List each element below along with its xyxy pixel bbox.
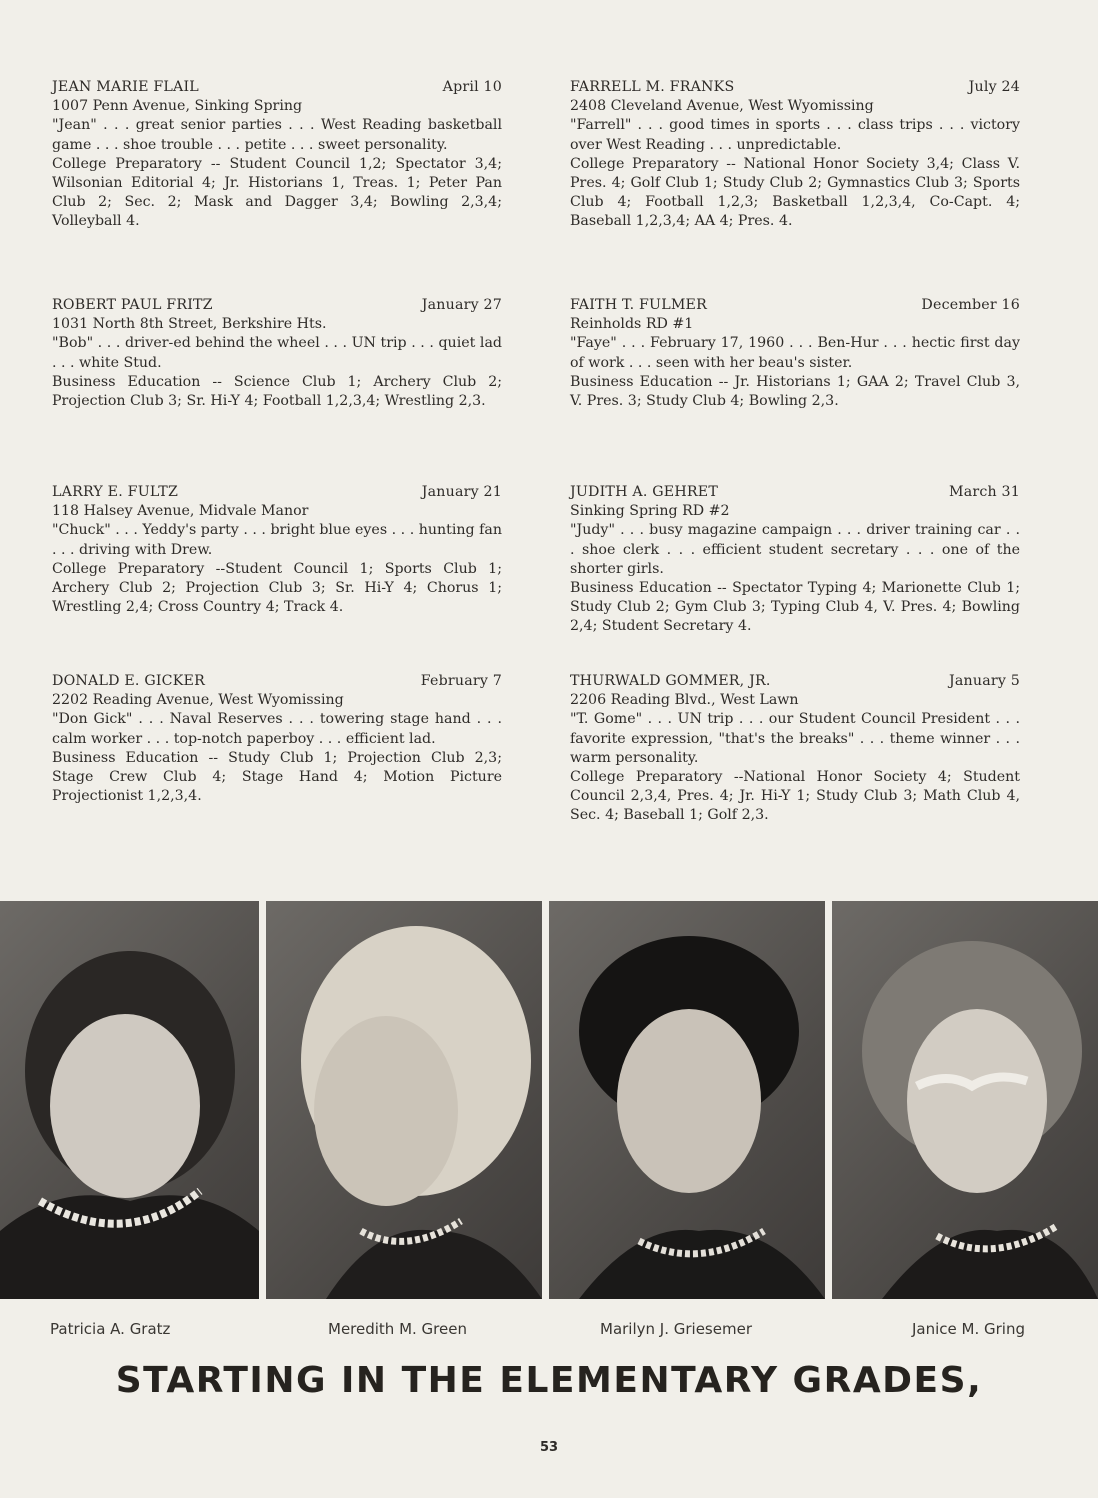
entry-remarks: "Faye" . . . February 17, 1960 . . . Ben-Hur . . . hectic first day of work . . . seen with her beau's sister. bbox=[570, 335, 1020, 371]
entry-remarks: "Judy" . . . busy magazine campaign . . . driver training car . . . shoe clerk . . . efficient student secretary . . . one of the shorter girls. bbox=[570, 522, 1020, 577]
entry-name: ROBERT PAUL FRITZ bbox=[52, 297, 213, 313]
entry-birthdate: December 16 bbox=[921, 297, 1020, 313]
entry-name: THURWALD GOMMER, JR. bbox=[570, 673, 771, 689]
entry-remarks: "Don Gick" . . . Naval Reserves . . . towering stage hand . . . calm worker . . . top-notch paperboy . . . efficient lad. bbox=[52, 711, 502, 747]
entry-name: FAITH T. FULMER bbox=[570, 297, 707, 313]
entry-address: 2206 Reading Blvd., West Lawn bbox=[570, 692, 799, 709]
entry-activities: College Preparatory --National Honor Society 4; Student Council 2,3,4, Pres. 4; Jr. Hi-Y 1; Study Club 3; Math Club 4, Sec. 4; Baseball 1; Golf 2,3. bbox=[570, 769, 1020, 824]
entry-remarks: "Bob" . . . driver-ed behind the wheel . . . UN trip . . . quiet lad . . . white Stud. bbox=[52, 335, 502, 371]
page-headline: STARTING IN THE ELEMENTARY GRADES, bbox=[115, 1360, 983, 1401]
entry-activities: Business Education -- Jr. Historians 1; GAA 2; Travel Club 3, V. Pres. 3; Study Club 4; Bowling 2,3. bbox=[570, 373, 1020, 410]
entry-activities: Business Education -- Science Club 1; Archery Club 2; Projection Club 3; Sr. Hi-Y 4; Football 1,2,3,4; Wrestling 2,3. bbox=[52, 373, 502, 410]
entry-address: Sinking Spring RD #2 bbox=[570, 503, 730, 520]
entry-name: JUDITH A. GEHRET bbox=[570, 484, 718, 500]
entry-gehret bbox=[570, 483, 1020, 637]
entry-fritz bbox=[52, 296, 502, 411]
entry-gicker bbox=[52, 672, 502, 806]
entry-name: DONALD E. GICKER bbox=[52, 673, 205, 689]
portrait-photo bbox=[832, 901, 1098, 1299]
entry-birthdate: July 24 bbox=[968, 79, 1020, 95]
entry-gommer bbox=[570, 672, 1020, 826]
entry-name: FARRELL M. FRANKS bbox=[570, 79, 735, 95]
entry-address: 1007 Penn Avenue, Sinking Spring bbox=[52, 98, 303, 115]
entry-birthdate: February 7 bbox=[420, 673, 502, 689]
entry-address: Reinholds RD #1 bbox=[570, 316, 694, 333]
entry-address: 2408 Cleveland Avenue, West Wyomissing bbox=[570, 98, 874, 115]
entry-activities: Business Education -- Spectator Typing 4; Marionette Club 1; Study Club 2; Gym Club 3; Typing Club 4, V. Pres. 4; Bowling 2,4; Student Secretary 4. bbox=[570, 580, 1020, 635]
portrait-photo bbox=[549, 901, 825, 1299]
entry-activities: College Preparatory -- National Honor Society 3,4; Class V. Pres. 4; Golf Club 1; Study Club 2; Gymnastics Club 3; Sports Club 4; Football 1,2,3; Basketball 1,2,3,4, Co-Capt. 4; Baseball 1,2,3,4; AA 4; Pres. 4. bbox=[570, 155, 1020, 230]
photo-caption: Patricia A. Gratz bbox=[50, 1320, 171, 1338]
entry-remarks: "Jean" . . . great senior parties . . . West Reading basketball game . . . shoe trouble . . . petite . . . sweet personality. bbox=[52, 117, 502, 153]
photo-caption: Meredith M. Green bbox=[328, 1320, 467, 1338]
entry-activities: Business Education -- Study Club 1; Projection Club 2,3; Stage Crew Club 4; Stage Hand 4; Motion Picture Projectionist 1,2,3,4. bbox=[52, 749, 502, 805]
entry-remarks: "Farrell" . . . good times in sports . . . class trips . . . victory over West Reading . . . unpredictable. bbox=[570, 117, 1020, 153]
entry-fulmer bbox=[570, 296, 1020, 411]
entry-name: JEAN MARIE FLAIL bbox=[52, 79, 199, 95]
entry-fultz bbox=[52, 483, 502, 617]
page-number: 53 bbox=[539, 1440, 559, 1455]
entry-address: 118 Halsey Avenue, Midvale Manor bbox=[52, 503, 309, 520]
portrait-photo bbox=[266, 901, 542, 1299]
entry-activities: College Preparatory --Student Council 1; Sports Club 1; Archery Club 2; Projection Club 3; Sr. Hi-Y 4; Chorus 1; Wrestling 2,4; Cross Country 4; Track 4. bbox=[52, 560, 502, 616]
photo-caption: Janice M. Gring bbox=[912, 1320, 1025, 1338]
portrait-strip bbox=[0, 901, 1098, 1299]
entry-birthdate: March 31 bbox=[948, 484, 1020, 500]
photo-caption: Marilyn J. Griesemer bbox=[600, 1320, 752, 1338]
entry-birthdate: January 27 bbox=[421, 297, 502, 313]
entry-birthdate: April 10 bbox=[442, 79, 502, 95]
entry-franks bbox=[570, 78, 1020, 232]
entry-name: LARRY E. FULTZ bbox=[52, 484, 179, 500]
entry-birthdate: January 5 bbox=[948, 673, 1020, 689]
entry-address: 2202 Reading Avenue, West Wyomissing bbox=[52, 692, 344, 709]
entry-birthdate: January 21 bbox=[421, 484, 502, 500]
entry-remarks: "Chuck" . . . Yeddy's party . . . bright blue eyes . . . hunting fan . . . driving with Drew. bbox=[52, 522, 502, 558]
entry-activities: College Preparatory -- Student Council 1,2; Spectator 3,4; Wilsonian Editorial 4; Jr. Historians 1, Treas. 1; Peter Pan Club 2; Sec. 2; Mask and Dagger 3,4; Bowling 2,3,4; Volleyball 4. bbox=[52, 155, 502, 230]
portrait-photo bbox=[0, 901, 259, 1299]
entry-flail bbox=[52, 78, 502, 232]
entry-remarks: "T. Gome" . . . UN trip . . . our Student Council President . . . favorite expression, "that's the breaks" . . . theme winner . . . warm personality. bbox=[570, 711, 1020, 766]
entry-address: 1031 North 8th Street, Berkshire Hts. bbox=[52, 316, 327, 333]
